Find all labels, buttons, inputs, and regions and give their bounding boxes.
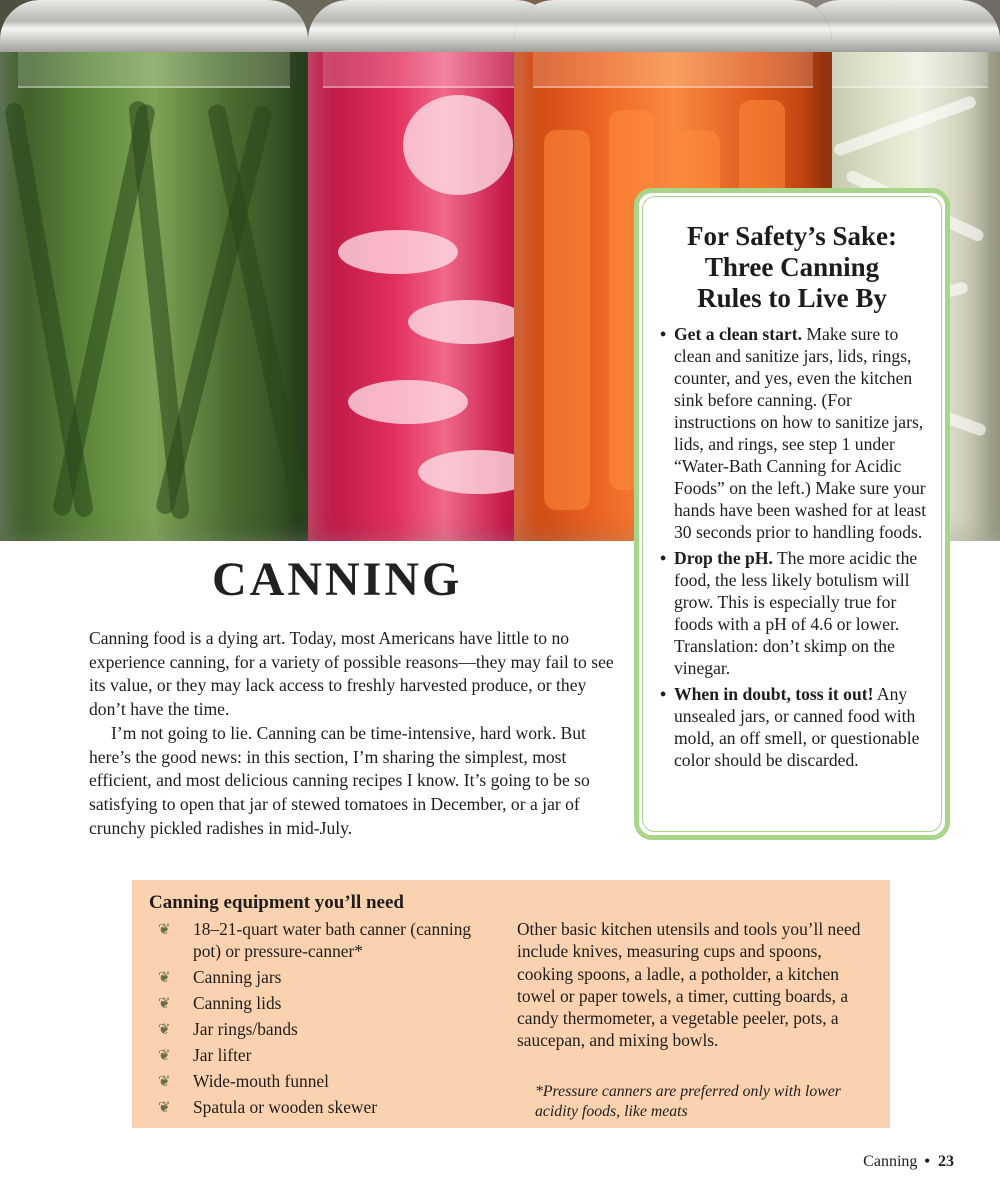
- safety-rule-item: [660, 683, 937, 771]
- section-heading: CANNING: [212, 553, 463, 606]
- bullet-dot-icon: •: [660, 324, 667, 344]
- rule-lead: Drop the pH.: [674, 548, 773, 568]
- article-paragraph: I’m not going to lie. Canning can be time-intensive, hard work. But here’s the good news: in this section, I’m sharing the simplest, most efficient, and most delicious canning recipes I know. It’s going to be so satisfying to open that jar of stewed tomatoes in December, or a jar of crunchy pickled radishes in mid-July.: [89, 722, 590, 838]
- rule-lead: Get a clean start.: [674, 324, 803, 344]
- article-body: [89, 627, 619, 840]
- bullet-dot-icon: •: [660, 684, 667, 704]
- safety-title-line: Rules to Live By: [697, 283, 887, 313]
- heart-bullet-icon: ❦: [158, 922, 171, 938]
- equipment-title: Canning equipment you’ll need: [149, 892, 404, 913]
- pressure-canner-footnote: *Pressure canners are preferred only with lower acidity foods, like meats: [535, 1083, 841, 1120]
- equipment-item: [158, 992, 488, 1014]
- rule-lead: When in doubt, toss it out!: [674, 684, 874, 704]
- heart-bullet-icon: ❦: [158, 996, 171, 1012]
- heart-bullet-icon: ❦: [158, 1074, 171, 1090]
- safety-rule-item: [660, 323, 937, 543]
- equipment-item-label: Spatula or wooden skewer: [193, 1097, 378, 1117]
- heart-bullet-icon: ❦: [158, 970, 171, 986]
- footer-section-name: Canning: [863, 1153, 918, 1170]
- safety-title-line: For Safety’s Sake:: [687, 221, 897, 251]
- equipment-list: [158, 918, 488, 1122]
- equipment-item-label: Jar rings/bands: [193, 1019, 298, 1039]
- equipment-item-label: 18–21-quart water bath canner (canning pot) or pressure-canner*: [193, 919, 472, 961]
- heart-bullet-icon: ❦: [158, 1100, 171, 1116]
- safety-rules-list: [660, 323, 937, 775]
- safety-rules-box: [634, 188, 950, 840]
- green-bean-jar: [0, 0, 308, 541]
- equipment-item: [158, 1070, 488, 1092]
- equipment-item-label: Jar lifter: [193, 1045, 252, 1065]
- safety-title-line: Three Canning: [704, 252, 880, 282]
- heart-bullet-icon: ❦: [158, 1022, 171, 1038]
- equipment-item-label: Canning jars: [193, 967, 282, 987]
- equipment-item-label: Canning lids: [193, 993, 282, 1013]
- page-footer: [863, 1152, 954, 1172]
- footer-separator: •: [924, 1153, 930, 1170]
- article-paragraph: Canning food is a dying art. Today, most Americans have little to no experience canning, for a variety of possible reasons—they may fail to see its value, or they may lack access to freshly harvested produce, or they don’t have the time.: [89, 628, 614, 720]
- rule-text: Make sure to clean and sanitize jars, lids, rings, counter, and yes, even the kitchen sink before canning. (For instructions on how to sanitize jars, lids, and rings, see step 1 under “Water-Bath Canning for Acidic Foods” on the left.) Make sure your hands have been washed for at least 30 seconds prior to handling foods.: [674, 324, 927, 542]
- safety-box-title: [649, 221, 935, 314]
- heart-bullet-icon: ❦: [158, 1048, 171, 1064]
- equipment-item: [158, 1044, 488, 1066]
- page-number: 23: [938, 1153, 954, 1170]
- equipment-item: [158, 1018, 488, 1040]
- rule-text: The more acidic the food, the less likely botulism will grow. This is especially true for foods with a pH of 4.6 or lower. Translation: don’t skimp on the vinegar.: [674, 548, 918, 678]
- equipment-item: [158, 1096, 488, 1118]
- equipment-item-label: Wide-mouth funnel: [193, 1071, 329, 1091]
- other-tools-text: Other basic kitchen utensils and tools you’ll need include knives, measuring cups and spoons, cooking spoons, a ladle, a potholder, a kitchen towel or paper towels, a timer, cutting boards, a candy thermometer, a vegetable peeler, pots, a saucepan, and mixing bowls.: [517, 919, 861, 1051]
- equipment-panel: [132, 880, 890, 1128]
- safety-rule-item: [660, 547, 937, 679]
- equipment-item: [158, 918, 488, 962]
- rule-text: Any unsealed jars, or canned food with mold, an off smell, or questionable color should be discarded.: [674, 684, 920, 770]
- bullet-dot-icon: •: [660, 548, 667, 568]
- equipment-item: [158, 966, 488, 988]
